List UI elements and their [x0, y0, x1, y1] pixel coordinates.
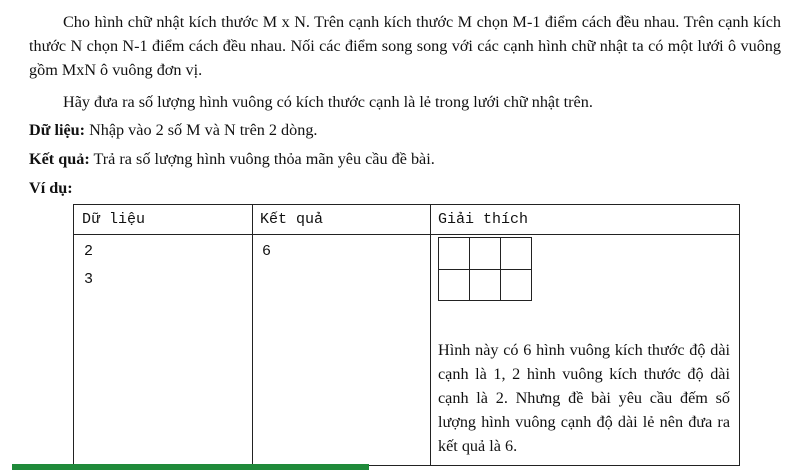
- table-header-explanation: Giải thích: [438, 211, 529, 228]
- input-label: Dữ liệu:: [29, 121, 86, 139]
- output-text: Trả ra số lượng hình vuông thỏa mãn yêu cầu đề bài.: [89, 150, 435, 168]
- grid-line: [439, 269, 531, 270]
- input-text: Nhập vào 2 số M và N trên 2 dòng.: [85, 121, 318, 139]
- table-input-line-1: 2: [84, 243, 94, 260]
- problem-paragraph-1: Cho hình chữ nhật kích thước M x N. Trên cạnh kích thước M chọn M-1 điểm cách đều nhau. Trên cạnh kích thước N chọn N-1 điểm cách đều nhau. Nối các điểm song song với các cạnh hình chữ nhật ta có một lưới ô vuông gồm MxN ô vuông đơn vị.: [29, 13, 781, 79]
- output-label: Kết quả:: [29, 150, 90, 168]
- progress-bar-decoration: [12, 464, 369, 470]
- table-header-divider: [74, 234, 739, 235]
- table-input-line-2: 3: [84, 271, 94, 288]
- table-header-input: Dữ liệu: [82, 211, 146, 228]
- grid-illustration: [438, 237, 532, 301]
- example-table: [73, 204, 740, 466]
- table-column-divider: [430, 205, 431, 465]
- example-heading: [29, 176, 781, 200]
- example-label: Ví dụ:: [29, 179, 73, 197]
- table-column-divider: [252, 205, 253, 465]
- table-explanation-text: Hình này có 6 hình vuông kích thước độ dài cạnh là 1, 2 hình vuông kích thước độ dài cạnh là 2. Nhưng đề bài yêu cầu đếm số lượng hình vuông cạnh độ dài lẻ nên đưa ra kết quả là 6.: [438, 341, 730, 455]
- problem-paragraph-2: Hãy đưa ra số lượng hình vuông có kích thước cạnh là lẻ trong lưới chữ nhật trên.: [63, 93, 593, 111]
- table-header-output: Kết quả: [260, 211, 324, 228]
- output-description: [29, 147, 781, 171]
- table-output-value: 6: [262, 243, 272, 260]
- input-description: [29, 118, 781, 142]
